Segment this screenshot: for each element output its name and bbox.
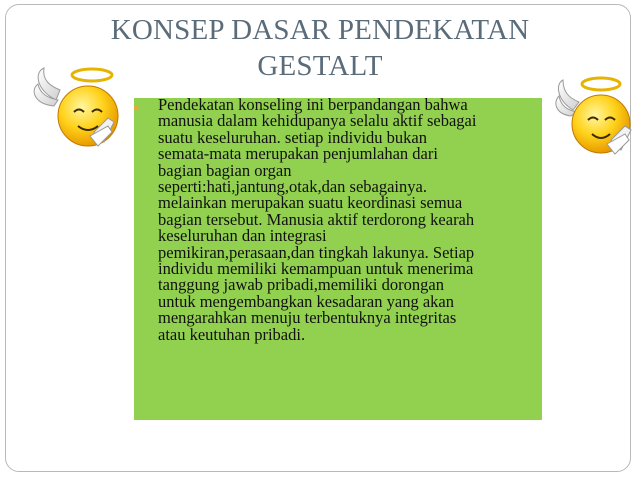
- angel-smiley-icon: [553, 70, 638, 170]
- body-text: Pendekatan konseling ini berpandangan bahwa manusia dalam kehidupanya selalu aktif sebagai suatu keseluruhan. setiap individu bukan semata-mata merupakan penjumlahan dari bagian bagian organ seperti:hati,jantung,otak,dan sebagainya. melainkan merupakan suatu keordinasi semua bagian tersebut. Manusia aktif terdorong kearah keseluruhan dan integrasi pemikiran,perasaan,dan tingkah lakunya. Setiap individu memiliki kemampuan untuk menerima tanggung jawab pribadi,memiliki dorongan untuk mengembangkan kesadaran yang akan mengarahkan menuju terbentuknya integritas atau keutuhan pribadi.: [158, 95, 477, 344]
- bullet-dot-icon: ●: [133, 102, 140, 114]
- slide-title: KONSEP DASAR PENDEKATAN GESTALT: [110, 14, 530, 82]
- angel-smiley-icon: [30, 60, 122, 160]
